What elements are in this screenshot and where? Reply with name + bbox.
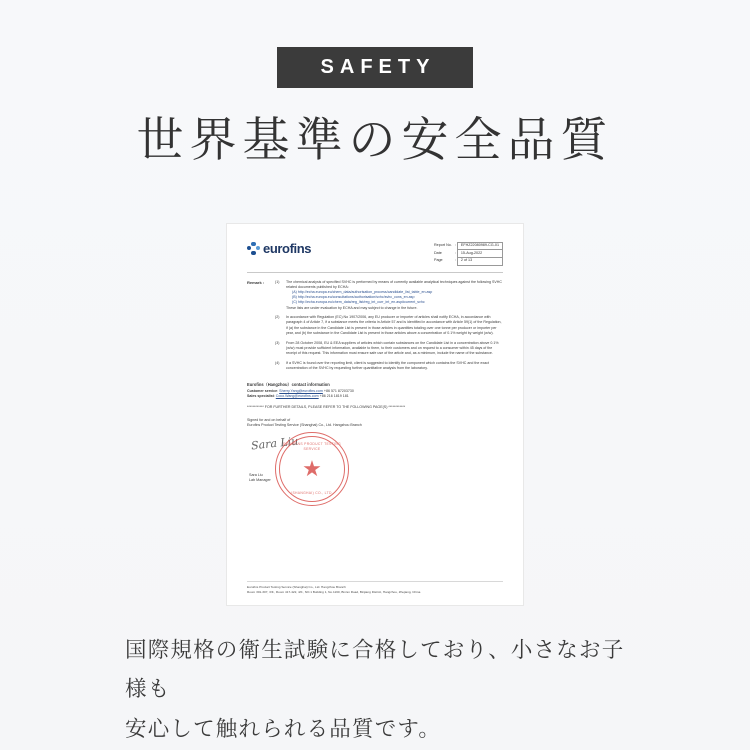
certificate-header	[247, 242, 503, 266]
remark-item	[275, 341, 503, 357]
remark-number: (4)	[275, 360, 280, 365]
signature-block	[247, 417, 503, 496]
eurofins-logo	[247, 242, 311, 255]
further-details-note: ************ FOR FURTHER DETAILS, PLEASE REFER TO THE FOLLOWING PAGE(S) ************	[247, 405, 406, 410]
meta-colon-3: :	[454, 258, 456, 263]
certificate-body	[227, 224, 523, 605]
meta-colon-2: :	[454, 250, 456, 255]
meta-colon-1: :	[454, 243, 456, 248]
remark-tail: These lists are under evaluation by ECHA and may subject to change in the future.	[286, 305, 418, 310]
remarks-section	[247, 280, 503, 376]
eurofins-wordmark: eurofins	[263, 240, 312, 256]
signing-company: Eurofins Product Testing Service (Shanghai) Co., Ltd. Hangzhou Branch	[247, 422, 362, 427]
caption-line-2: 安心して触れられる品質です。	[125, 717, 442, 742]
report-date-label: Date	[434, 250, 442, 255]
remark-sub-link: (A) http://echa.europa.eu/chem_data/authorisation_process/candidate_list_table_en.asp	[292, 289, 433, 294]
page-title: 世界基準の安全品質	[136, 113, 614, 166]
contact-email[interactable]: Sherry.Yang@eurofins.com	[279, 388, 323, 393]
remark-item	[275, 361, 503, 371]
contact-section	[247, 382, 503, 400]
contact-email[interactable]: Coco.Wang@eurofins.com	[275, 394, 319, 399]
contact-label: Customer service	[247, 388, 278, 393]
stamp-star-icon: ★	[302, 456, 322, 481]
contact-phone: +86 571 87203730	[323, 388, 354, 393]
contact-phone: +86 216 1819 181	[319, 394, 349, 399]
remark-item	[275, 280, 503, 311]
contact-line: Customer service: Sherry.Yang@eurofins.com +86 571 87203730	[247, 388, 354, 393]
stamp-top-text: EUROFINS PRODUCT TESTING SERVICE	[283, 442, 341, 451]
report-no-value: EFHZ22080989-CG-01	[457, 242, 502, 250]
signer-name: Sara Liu	[249, 472, 263, 477]
signed-for-label: Signed for and on behalf of	[247, 417, 291, 422]
remark-text: From 28 October 2008, EU & EEA suppliers of articles which contain substances on the Candidate List in a concentration above 0.1% (w/w) must provide sufficient information, available to them, to their customers and on request to a consumer within 45 days of the receipt of this request. This information must ensure safe use of the article and, as a minimum, include the name of the substance.	[286, 340, 499, 355]
remarks-label: Remark :	[247, 279, 265, 285]
eurofins-logo-icon	[247, 242, 260, 255]
remark-text: In accordance with Regulation (EC) No 1907/2006, any EU producer or importer of articles shall notify ECHA, in accordance with paragraph 4 of Article 7, if a substance meets the criteria in Article 57 and is identified in accordance with Article 59(1) of the Regulation, if (a) the substance in the Candidate List is present in those articles in quantities totaling over one tonne per producer or importer per year, and (b) the substance in the Candidate List is present in those articles above a concentration of 0.1% weight by weight (w/w).	[286, 315, 502, 335]
report-page-label: Page	[434, 258, 443, 263]
signer-title: Lab Manager	[249, 478, 271, 483]
remark-sub-link: (C) http://echa.europa.eu/chem_data/reg_list/reg_int_curr_int_en.asp#current_svhc	[292, 300, 425, 305]
remark-text: If a SVHC is found over the reporting limit, client is suggested to identify the component which contains the SVHC and the exact concentration of the SVHC by requesting further quantitative analysis from the laboratory.	[286, 360, 489, 370]
certificate-footer	[247, 581, 503, 594]
company-stamp-icon	[275, 432, 349, 506]
report-no-label: Report No.	[434, 243, 452, 248]
signature-area	[247, 430, 503, 496]
report-meta	[432, 242, 503, 266]
remark-number: (2)	[275, 315, 280, 320]
remark-item	[275, 315, 503, 336]
remark-number: (1)	[275, 279, 280, 284]
remark-sub-link: (B) http://echa.europa.eu/consultations/authorisation/svhc/svhc_cons_en.asp	[292, 295, 415, 300]
report-date-value: 15-Aug-2022	[457, 250, 502, 258]
remark-text: The chemical analysis of specified SVHC is performed by means of currently available analytical techniques against the following SVHC related documents published by ECHA:	[286, 279, 502, 289]
certificate-document	[227, 224, 523, 605]
signer-info	[249, 473, 271, 484]
report-page-value: 2 of 13	[457, 257, 502, 265]
contact-label: Sales specialist	[247, 394, 274, 399]
caption-line-1: 国際規格の衛生試験に合格しており、小さなお子様も	[125, 637, 625, 702]
section-caption	[125, 631, 625, 750]
section-badge: SAFETY	[277, 47, 474, 88]
footer-company: Eurofins Product Testing Service (Shanghai) Co., Ltd. Hangzhou Branch	[247, 585, 346, 590]
remark-number: (3)	[275, 340, 280, 345]
header-divider	[247, 272, 503, 273]
contact-line: Sales specialist: Coco.Wang@eurofins.com +86 216 1819 181	[247, 394, 349, 399]
contact-title: Eurofins（Hangzhou）contact information	[247, 381, 330, 387]
handwritten-signature: Sara Liu	[250, 434, 299, 453]
stamp-bottom-text: (SHANGHAI) CO., LTD.	[291, 491, 333, 496]
footer-address: Room 301-307, 3/F., Room 417-422, 4/F., NO.1 Building 1, No.1160, Bin'an Road, Binjiang District, Hangzhou, Zhejiang, China	[247, 590, 421, 595]
